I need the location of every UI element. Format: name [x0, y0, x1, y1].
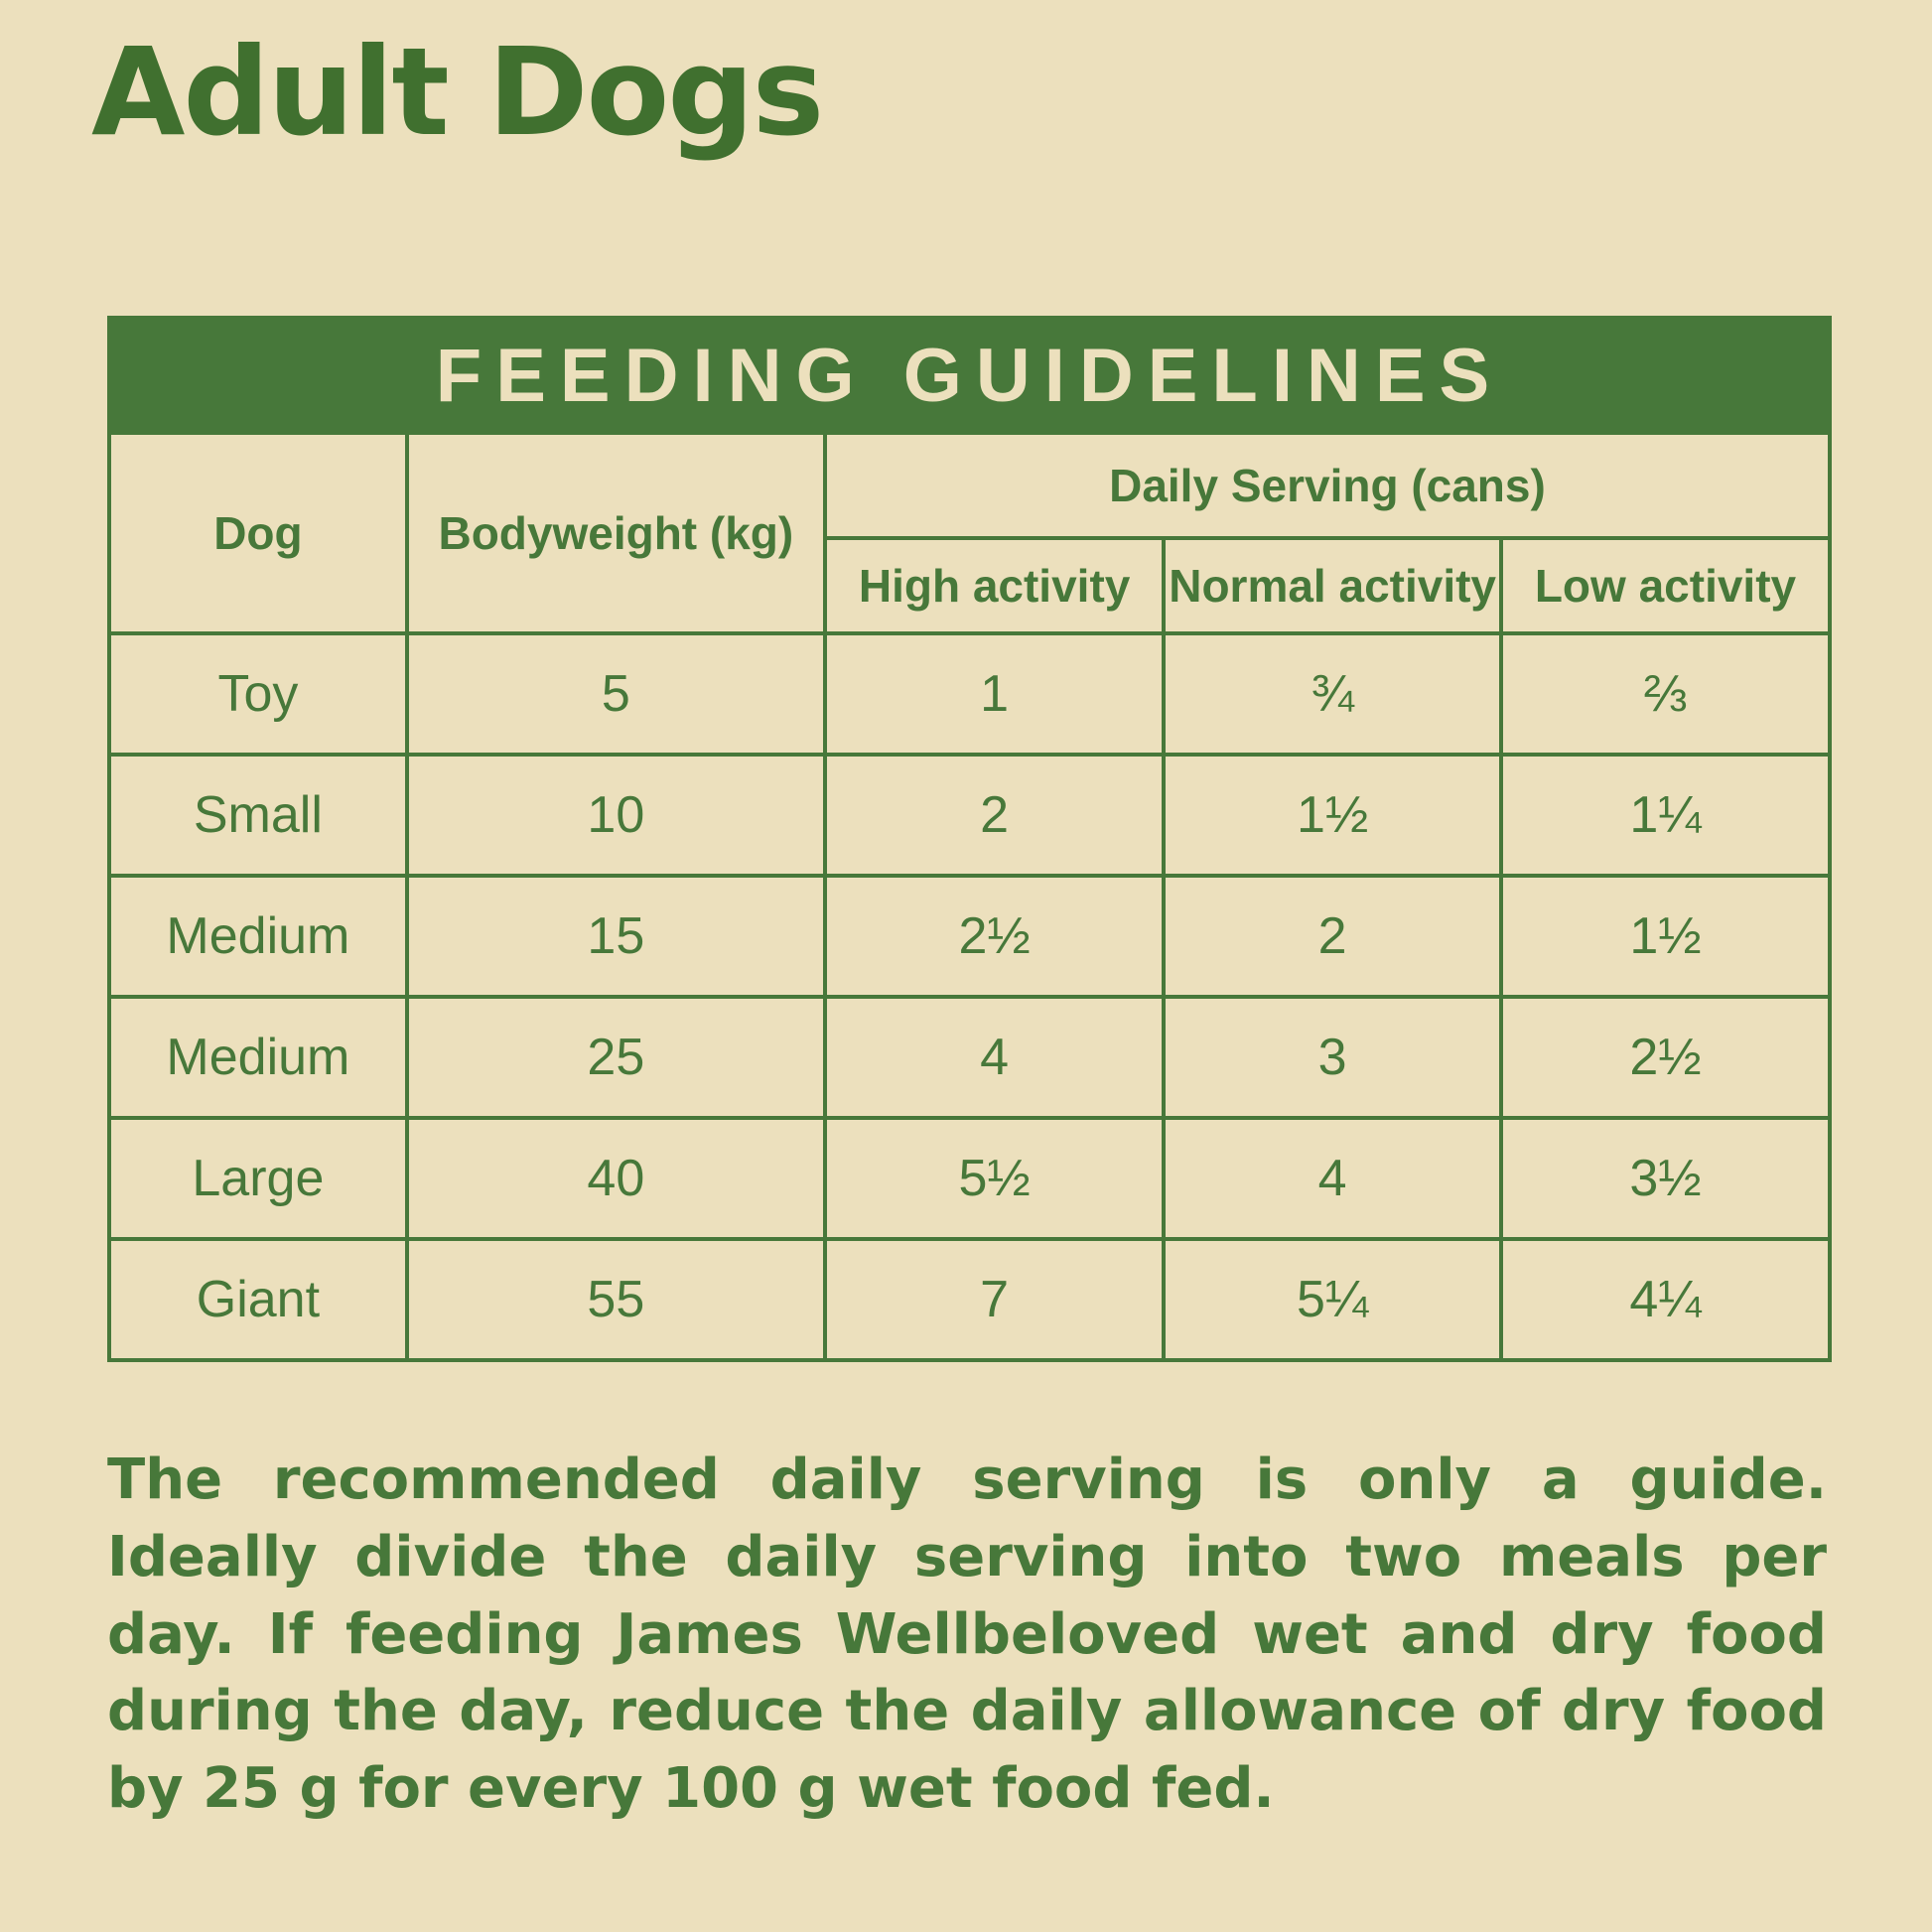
- cell-bodyweight: 10: [407, 755, 825, 876]
- cell-bodyweight: 15: [407, 876, 825, 997]
- cell-dog: Giant: [109, 1239, 407, 1360]
- cell-low: 1½: [1501, 876, 1830, 997]
- column-header-low-activity: Low activity: [1501, 538, 1830, 633]
- cell-dog: Large: [109, 1118, 407, 1239]
- cell-low: 2½: [1501, 997, 1830, 1118]
- cell-high: 2½: [825, 876, 1164, 997]
- cell-normal: ¾: [1164, 633, 1501, 755]
- table-row: [109, 755, 1830, 876]
- cell-bodyweight: 25: [407, 997, 825, 1118]
- cell-bodyweight: 40: [407, 1118, 825, 1239]
- cell-low: 3½: [1501, 1118, 1830, 1239]
- table-banner: FEEDING GUIDELINES: [109, 318, 1830, 433]
- cell-normal: 1½: [1164, 755, 1501, 876]
- table-banner-row: [109, 318, 1830, 433]
- cell-bodyweight: 5: [407, 633, 825, 755]
- cell-high: 2: [825, 755, 1164, 876]
- footer-note: The recommended daily serving is only a guide. Ideally divide the daily serving into two meals per day. If feeding James Wellbeloved wet and dry food during the day, reduce the daily allowance of dry food by 25 g for every 100 g wet food fed.: [107, 1448, 1827, 1822]
- table-row: [109, 997, 1830, 1118]
- table-row: [109, 1118, 1830, 1239]
- cell-normal: 2: [1164, 876, 1501, 997]
- table-row: [109, 876, 1830, 997]
- column-header-high-activity: High activity: [825, 538, 1164, 633]
- page-title: Adult Dogs: [91, 22, 823, 163]
- cell-normal: 4: [1164, 1118, 1501, 1239]
- column-header-dog: Dog: [109, 433, 407, 633]
- cell-normal: 5¼: [1164, 1239, 1501, 1360]
- cell-dog: Toy: [109, 633, 407, 755]
- column-header-normal-activity: Normal activity: [1164, 538, 1501, 633]
- cell-high: 4: [825, 997, 1164, 1118]
- cell-high: 1: [825, 633, 1164, 755]
- cell-normal: 3: [1164, 997, 1501, 1118]
- column-header-daily-serving: Daily Serving (cans): [825, 433, 1830, 538]
- cell-dog: Medium: [109, 876, 407, 997]
- cell-high: 7: [825, 1239, 1164, 1360]
- table-row: [109, 1239, 1830, 1360]
- table-header-row: [109, 433, 1830, 538]
- cell-high: 5½: [825, 1118, 1164, 1239]
- cell-low: ⅔: [1501, 633, 1830, 755]
- column-header-bodyweight: Bodyweight (kg): [407, 433, 825, 633]
- cell-dog: Small: [109, 755, 407, 876]
- table-row: [109, 633, 1830, 755]
- feeding-guidelines-table: [107, 316, 1832, 1362]
- cell-dog: Medium: [109, 997, 407, 1118]
- cell-low: 1¼: [1501, 755, 1830, 876]
- cell-bodyweight: 55: [407, 1239, 825, 1360]
- cell-low: 4¼: [1501, 1239, 1830, 1360]
